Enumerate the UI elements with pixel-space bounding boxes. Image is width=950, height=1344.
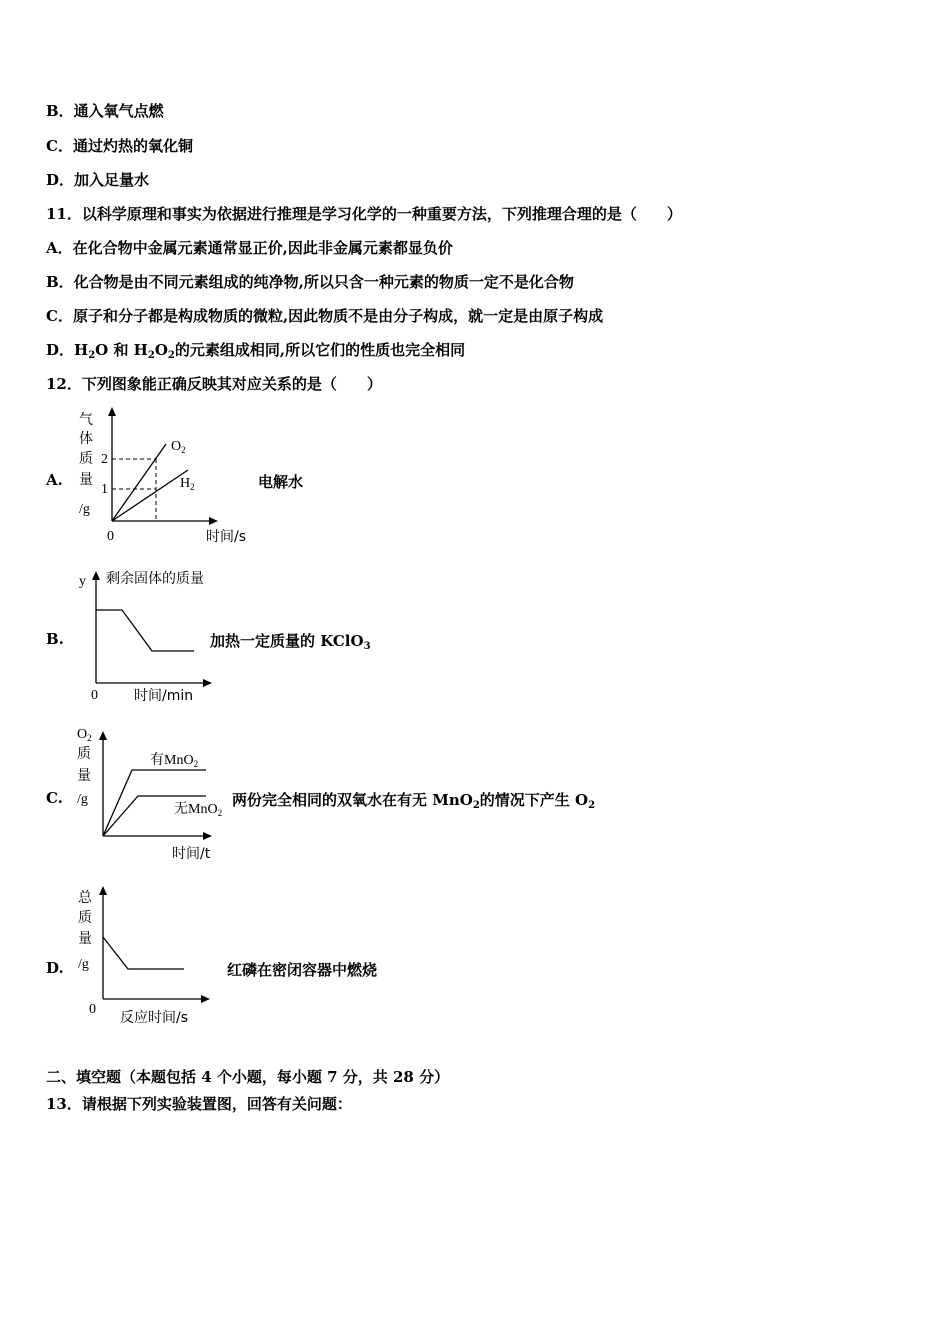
graph-c-ylabel-3: /g xyxy=(77,792,88,807)
q12-option-d-label: D. xyxy=(46,959,64,977)
q10-option-c: C．通过灼热的氧化铜 xyxy=(46,137,193,155)
graph-c-ylabel-1: 质 xyxy=(77,746,91,762)
graph-a-series-o2 xyxy=(112,444,166,521)
graph-a-xlabel: 时间/s xyxy=(206,529,247,545)
q11-option-c: C．原子和分子都是构成物质的微粒,因此物质不是由分子构成，就一定是由原子构成 xyxy=(46,307,604,325)
formula-h: H xyxy=(74,341,89,359)
graph-a-y-arrow xyxy=(108,407,116,416)
graph-b-curve xyxy=(96,610,194,651)
graph-d-origin: 0 xyxy=(89,1002,96,1017)
graph-d-ylabel-4: /g xyxy=(78,957,89,972)
graph-a xyxy=(70,404,270,549)
subscript: 2 xyxy=(167,350,175,361)
graph-d-xlabel: 反应时间/s xyxy=(120,1010,189,1026)
q11-option-d-suffix: 的元素组成相同,所以它们的性质也完全相同 xyxy=(174,341,466,359)
graph-a-tick-1: 1 xyxy=(101,482,108,497)
graph-d-curve xyxy=(103,937,184,969)
section2-heading: 二、填空题（本题包括 4 个小题，每小题 7 分，共 28 分） xyxy=(46,1068,450,1086)
graph-a-ylabel-2: 体 xyxy=(79,431,93,447)
graph-a-series-h2 xyxy=(112,470,188,521)
graph-b-xlabel: 时间/min xyxy=(134,688,194,704)
graph-c-y-arrow xyxy=(99,731,107,740)
graph-c xyxy=(70,722,240,867)
graph-d-ylabel-2: 质 xyxy=(78,910,92,926)
graph-b-origin: 0 xyxy=(91,688,98,703)
graph-d-y-arrow xyxy=(99,886,107,895)
q12-option-a-label: A. xyxy=(46,471,63,489)
graph-a-ylabel-4: 量 xyxy=(79,472,93,488)
q12-option-d-caption: 红磷在密闭容器中燃烧 xyxy=(227,961,378,979)
q10-option-b: B．通入氧气点燃 xyxy=(46,102,164,120)
graph-b-ylabel: y xyxy=(79,574,86,589)
q12-option-a-caption: 电解水 xyxy=(258,473,304,491)
graph-a-ylabel-5: /g xyxy=(79,502,90,517)
graph-b xyxy=(70,565,215,710)
subscript: 2 xyxy=(147,350,155,361)
graph-a-ylabel-3: 质 xyxy=(79,451,93,467)
q12-option-b-label: B. xyxy=(46,630,64,648)
subscript: 2 xyxy=(88,350,96,361)
graph-a-label-o2: $O_2$ xyxy=(171,439,186,455)
graph-a-ylabel-1: 气 xyxy=(79,412,93,428)
graph-b-y-arrow xyxy=(92,571,100,580)
graph-a-label-h2: $H_2$ xyxy=(180,476,195,492)
q13-stem: 13．请根据下列实验装置图，回答有关问题： xyxy=(46,1095,352,1113)
graph-b-ytitle: 剩余固体的质量 xyxy=(106,571,204,587)
graph-d-x-arrow xyxy=(201,995,210,1003)
graph-b-x-arrow xyxy=(203,679,212,687)
q11-option-b: B．化合物是由不同元素组成的纯净物,所以只含一种元素的物质一定不是化合物 xyxy=(46,273,574,291)
graph-c-label-with: 有MnO$_2$ xyxy=(150,753,199,769)
graph-d-ylabel-1: 总 xyxy=(78,890,92,906)
q12-option-c-caption: 两份完全相同的双氧水在有无 MnO$_2$的情况下产生 $O_2$ xyxy=(232,791,596,811)
graph-d-ylabel-3: 量 xyxy=(78,931,92,947)
q12-option-c-label: C. xyxy=(46,789,63,807)
graph-c-xlabel: 时间/t xyxy=(172,846,211,862)
q10-option-d: D．加入足量水 xyxy=(46,171,150,189)
graph-a-x-arrow xyxy=(209,517,218,525)
graph-a-origin: 0 xyxy=(107,529,114,544)
q11-stem: 11．以科学原理和事实为依据进行推理是学习化学的一种重要方法，下列推理合理的是（ ） xyxy=(46,205,682,223)
graph-c-ylabel-2: 量 xyxy=(77,768,91,784)
graph-c-label-without: 无MnO$_2$ xyxy=(174,802,223,818)
graph-a-tick-2: 2 xyxy=(101,452,108,467)
graph-c-x-arrow xyxy=(203,832,212,840)
formula-o-and-h: O 和 H xyxy=(95,341,148,359)
q11-option-d xyxy=(46,340,465,366)
formula-o: O xyxy=(154,341,168,359)
q12-option-b-caption: 加热一定质量的 KClO$_3$ xyxy=(210,632,371,652)
q11-option-a: A．在化合物中金属元素通常显正价,因此非金属元素都显负价 xyxy=(46,239,453,257)
q12-stem: 12．下列图象能正确反映其对应关系的是（ ） xyxy=(46,375,382,393)
graph-c-ylabel-o2: $O_2$ xyxy=(77,727,92,743)
q11-option-d-prefix: D． xyxy=(46,341,75,359)
graph-d xyxy=(70,880,240,1030)
